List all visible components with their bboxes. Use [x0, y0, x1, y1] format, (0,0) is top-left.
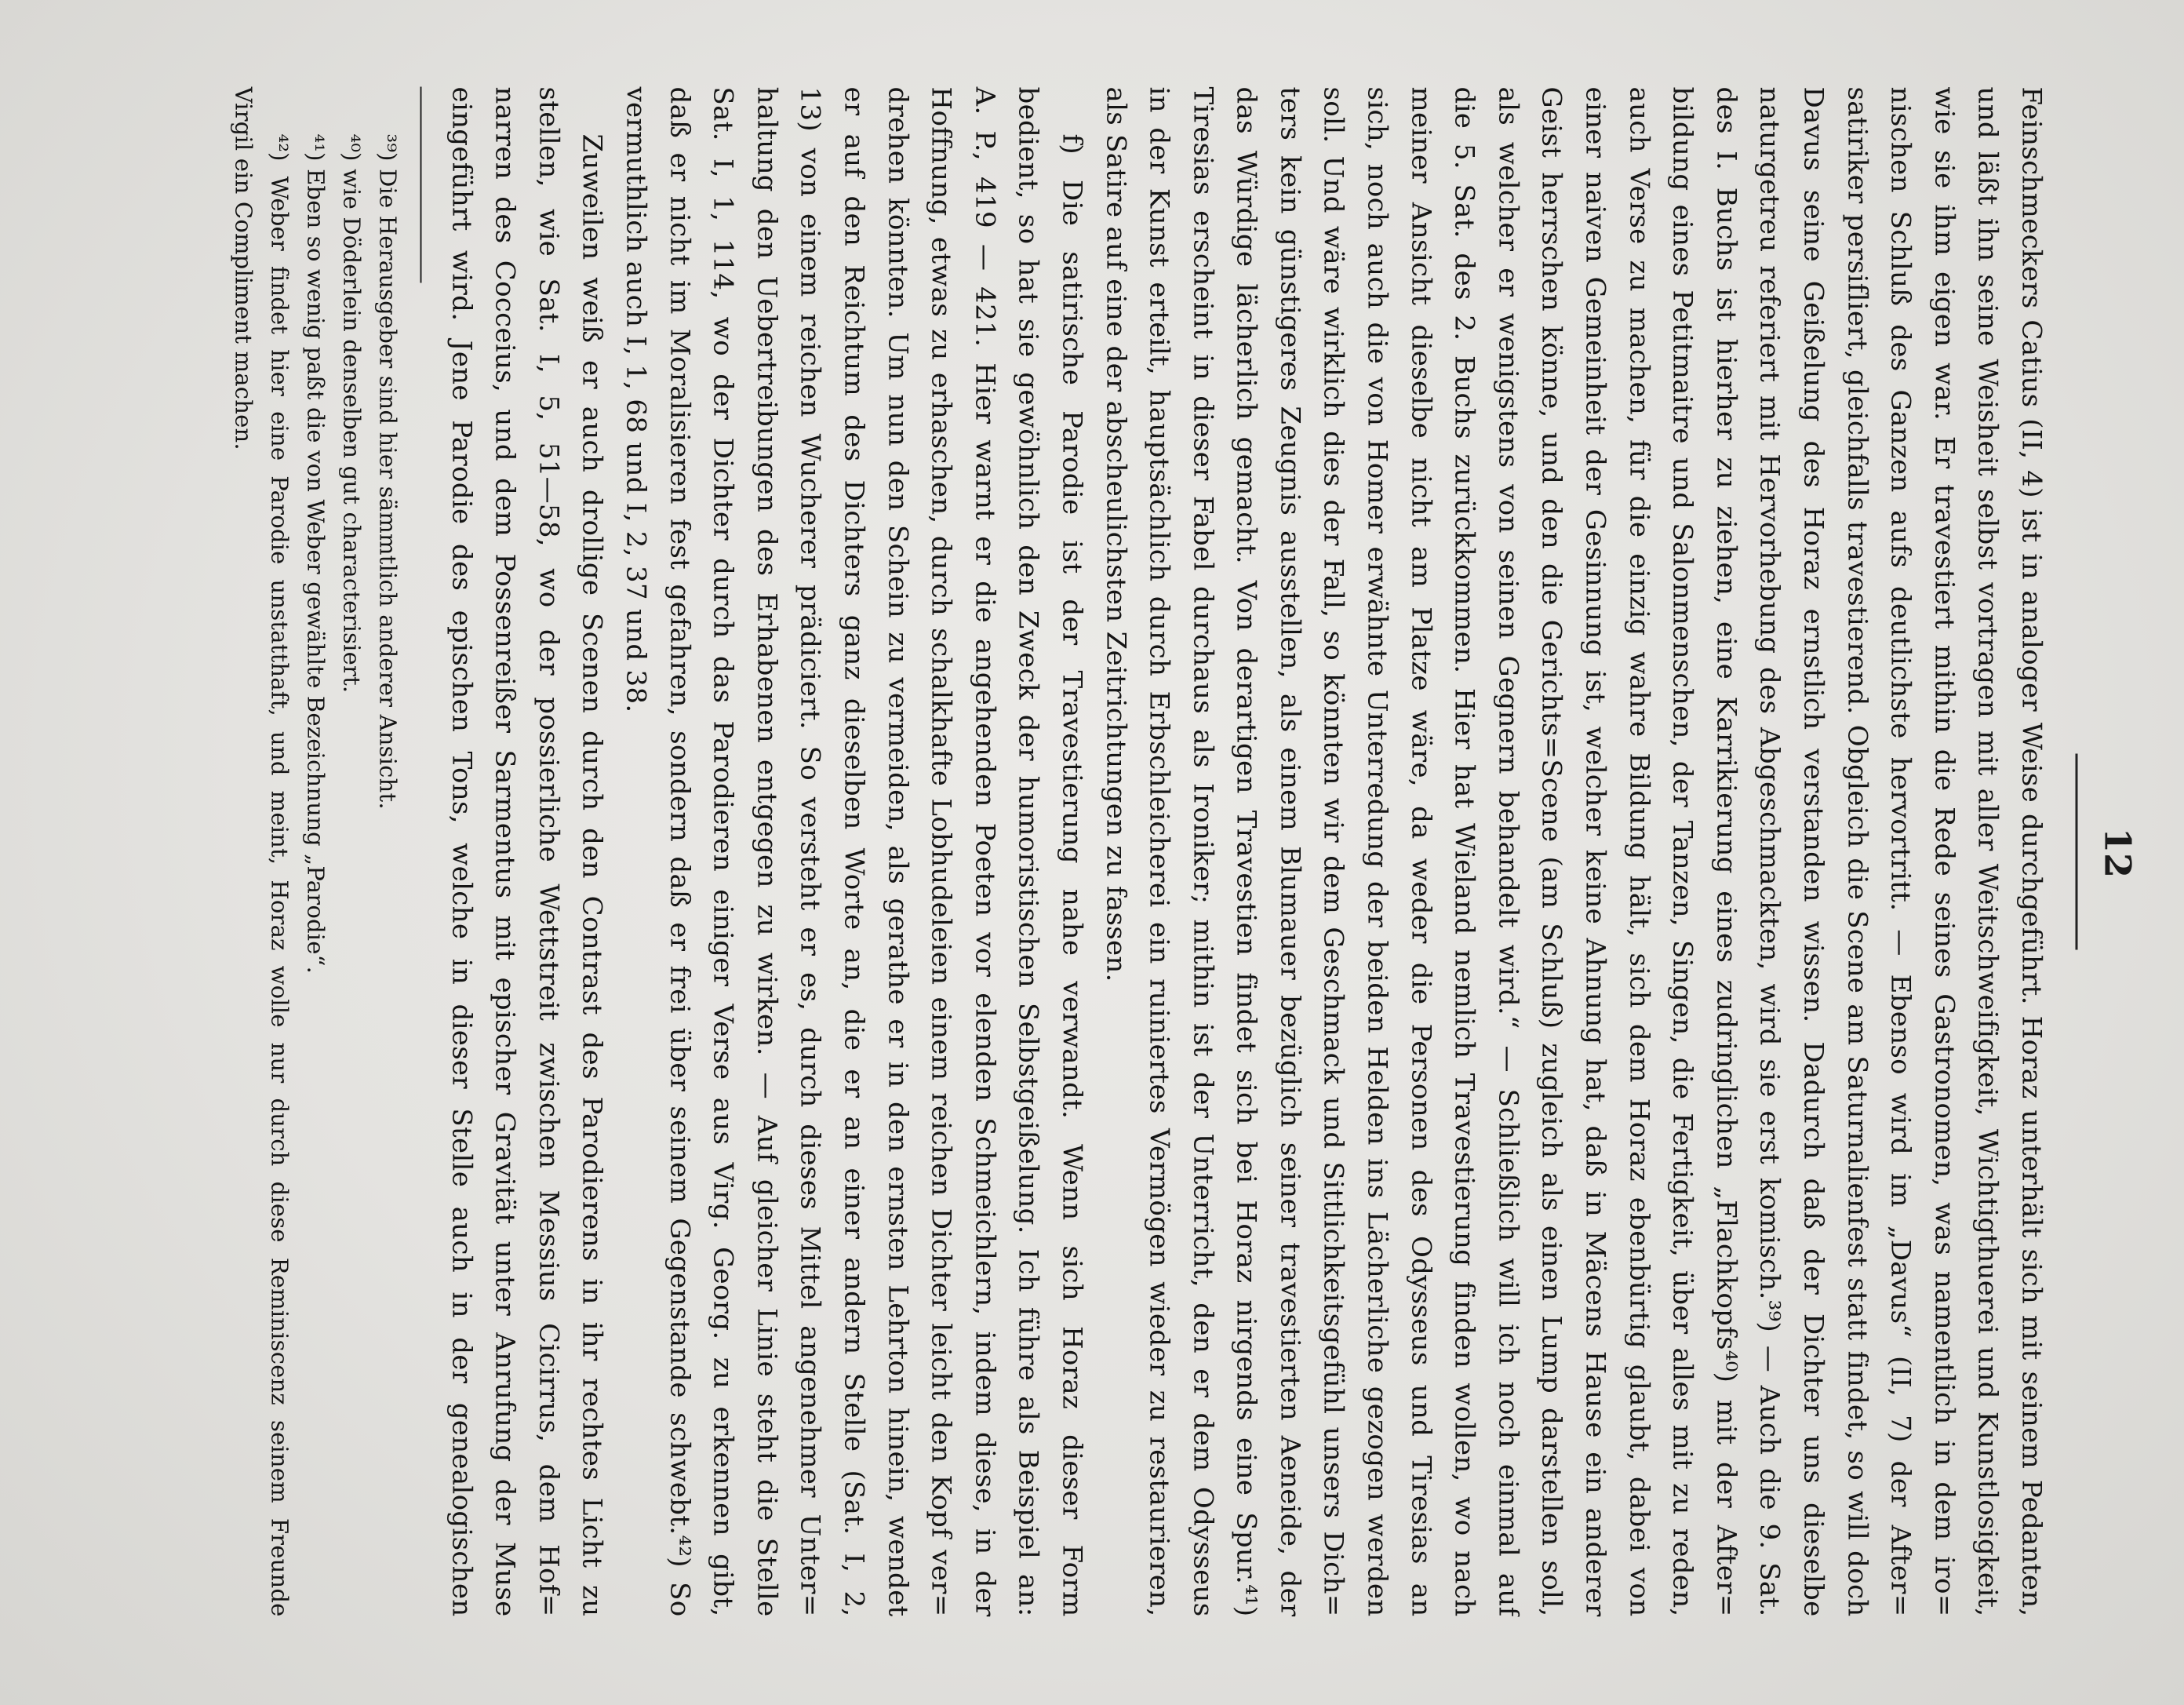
- body-line: des I. Buchs ist hierher zu ziehen, eine Karrikierung eines zudringlichen „Flachkopfs⁴⁰) mit der After=: [1709, 86, 1742, 1616]
- body-line: Davus seine Geißelung des Horaz ernstlich verstanden wissen. Dadurch daß der Dichter uns dieselbe: [1797, 86, 1829, 1616]
- body-line: Tiresias erscheint in dieser Fabel durchaus als Ironiker; mithin ist der Unterricht, den er dem Odysseus: [1186, 86, 1218, 1616]
- body-line: Sat. I, 1, 114, wo der Dichter durch das Parodieren einiger Verse aus Virg. Georg. zu erkennen gibt,: [707, 86, 739, 1616]
- body-line: A. P., 419 — 421. Hier warnt er die angehenden Poeten vor elenden Schmeichlern, indem diese, in der: [968, 86, 1000, 1616]
- body-line: f) Die satirische Parodie ist der Travestierung nahe verwandt. Wenn sich Horaz dieser Form: [1055, 133, 1087, 1616]
- body-line: stellen, wie Sat. I, 5, 51—58, wo der possierliche Wettstreit zwischen Messius Cicirrus, dem Hof=: [532, 86, 564, 1616]
- body-line: haltung den Uebertreibungen des Erhabenen entgegen zu wirken. — Auf gleicher Linie steht die Stelle: [750, 86, 782, 1616]
- body-line: auch Verse zu machen, für die einzig wahre Bildung hält, sich dem Horaz ebenbürtig glaubt, dabei von: [1622, 86, 1654, 1616]
- body-line: satiriker persifliert, gleichfalls travestierend. Obgleich die Scene am Saturnalienfest statt findet, so will doch: [1840, 86, 1873, 1616]
- page-text: [225, 86, 2052, 1616]
- footnote: ⁴²) Weber findet hier eine Parodie unstatthaft, und meint, Horaz wolle nur durch diese Reminiscenz seinem Freunde: [266, 133, 293, 1616]
- body-line: Feinschmeckers Catius (II, 4) ist in analoger Weise durchgeführt. Horaz unterhält sich mit seinem Pedanten,: [2015, 86, 2047, 1616]
- body-line: ters kein günstigeres Zeugnis ausstellen, als einem Blumauer bezüglich seiner travestierten Aeneide, der: [1273, 86, 1305, 1616]
- body-line: meiner Ansicht dieselbe nicht am Platze wäre, da weder die Personen des Odysseus und Tiresias an: [1404, 86, 1436, 1616]
- page-number: 12: [2096, 827, 2138, 878]
- body-line: naturgetreu referiert mit Hervorhebung des Abgeschmackten, wird sie erst komisch.³⁹) — Auch die 9. Sat.: [1753, 86, 1785, 1616]
- body-line: soll. Und wäre wirklich dies der Fall, so könnten wir dem Geschmack und Sittlichkeitsgefühl unsers Dich=: [1317, 86, 1349, 1616]
- body-line: sich, noch auch die von Homer erwähnte Unterredung der beiden Helden ins Lächerliche gezogen werden: [1361, 86, 1393, 1616]
- body-line: einer naiven Gemeinheit der Gesinnung ist, welcher keine Ahnung hat, daß in Mäcens Hause ein anderer: [1579, 86, 1611, 1616]
- body-line: als welcher er wenigstens von seinen Gegnern behandelt wird.“ — Schließlich will ich noch einmal auf: [1491, 86, 1523, 1616]
- body-line: eingeführt wird. Jene Parodie des epischen Tons, welche in dieser Stelle auch in der genealogischen: [445, 86, 477, 1616]
- body-line: er auf den Reichtum des Dichters ganz dieselben Worte an, die er an einer andern Stelle (Sat. I, 2,: [837, 86, 869, 1616]
- body-line: die 5. Sat. des 2. Buchs zurückkommen. Hier hat Wieland nemlich Travestierung finden wollen, wo nach: [1448, 86, 1480, 1616]
- body-line: narren des Cocceius, und dem Possenreißer Sarmentus mit epischer Gravität unter Anrufung der Muse: [489, 86, 521, 1616]
- body-line: 13) von einem reichen Wucherer prädiciert. So versteht er es, durch dieses Mittel angenehmer Unter=: [794, 86, 826, 1616]
- body-line: das Würdige lächerlich gemacht. Von derartigen Travestien findet sich bei Horaz nirgends eine Spur.⁴¹): [1230, 86, 1262, 1616]
- body-line: Hoffnung, etwas zu erhaschen, durch schalkhafte Lobhudeleien einem reichen Dichter leicht den Kopf ver=: [925, 86, 957, 1616]
- body-line: daß er nicht im Moralisieren fest gefahren, sondern daß er frei über seinem Gegenstande schwebt.⁴²) So: [663, 86, 695, 1616]
- body-line: wie sie ihm eigen war. Er travestiert mithin die Rede seines Gastronomen, was namentlich in dem iro=: [1927, 86, 1960, 1616]
- body-line: Geist herrschen könne, und den die Gerichts=Scene (am Schluß) zugleich als einen Lump darstellen soll,: [1535, 86, 1567, 1616]
- body-line: in der Kunst erteilt, hauptsächlich durch Erbschleicherei ein ruiniertes Vermögen wieder zu restaurieren,: [1143, 86, 1175, 1616]
- footnote-continuation: Virgil ein Compliment machen.: [230, 86, 257, 450]
- body-line: bildung eines Petitmaitre und Salonmenschen, der Tanzen, Singen, die Fertigkeit, über alles mit zu reden,: [1666, 86, 1698, 1616]
- body-line: Zuweilen weiß er auch drollige Scenen durch den Contrast des Parodierens in ihr rechtes Licht zu: [576, 133, 608, 1616]
- footnote: ⁴¹) Eben so wenig paßt die von Weber gewählte Bezeichnung „Parodie“.: [302, 133, 329, 974]
- footnote-separator: [420, 86, 421, 282]
- body-line: nischen Schluß des Ganzen aufs deutlichste hervortritt. — Ebenso wird im „Davus“ (II, 7) der After=: [1884, 86, 1916, 1616]
- body-line: vermuthlich auch I, 1, 68 und I, 2, 37 und 38.: [620, 86, 651, 713]
- page-number-rule: [2075, 753, 2077, 949]
- footnote: ³⁹) Die Herausgeber sind hier sämmtlich anderer Ansicht.: [374, 133, 402, 810]
- footnote: ⁴⁰) wie Döderlein denselben gut characterisiert.: [338, 133, 366, 693]
- body-line: und läßt ihn seine Weisheit selbst vortragen mit aller Weitschweifigkeit, Wichtigthuerei und Kunstlosigkeit,: [1971, 86, 2004, 1616]
- body-line: bedient, so hat sie gewöhnlich den Zweck der humoristischen Selbstgeißelung. Ich führe als Beispiel an:: [1012, 86, 1044, 1616]
- body-line: drehen könnten. Um nun den Schein zu vermeiden, als gerathe er in den ernsten Lehrton hinein, wendet: [881, 86, 913, 1616]
- body-line: als Satire auf eine der abscheulichsten Zeitrichtungen zu fassen.: [1099, 86, 1131, 982]
